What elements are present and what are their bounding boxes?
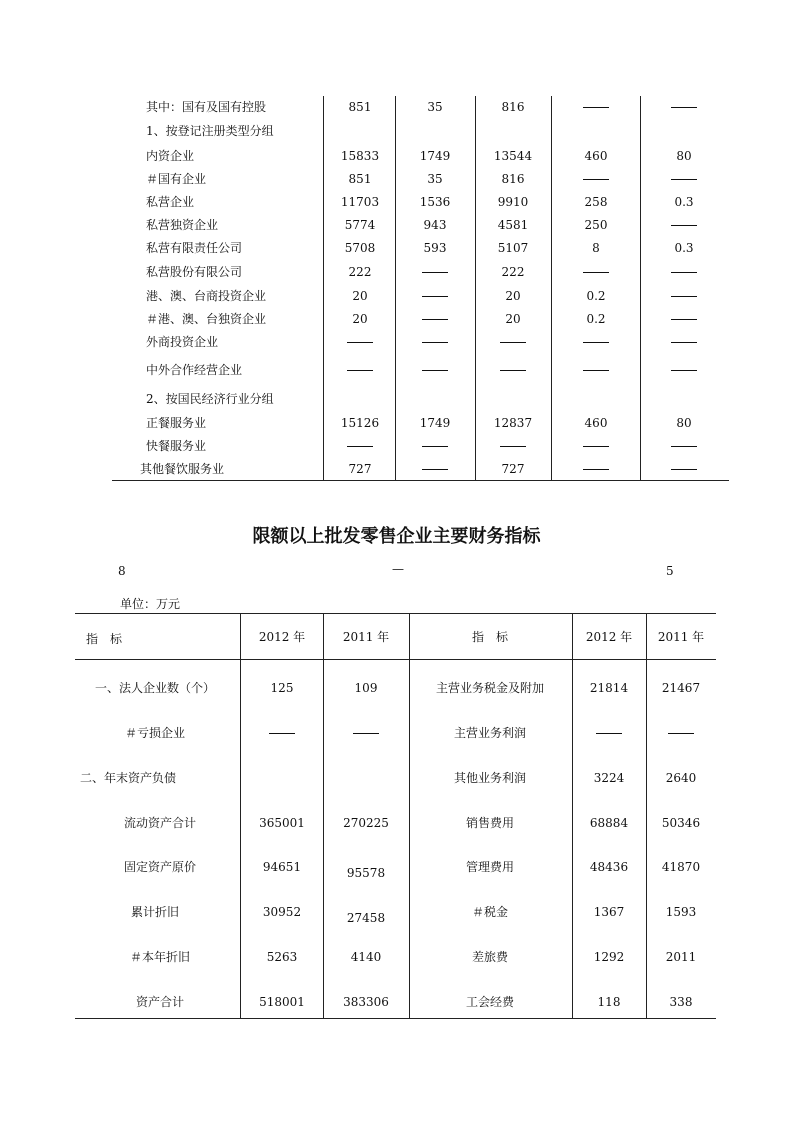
table1-cell: 0.2: [586, 289, 606, 303]
table1-row-label: 中外合作经营企业: [146, 363, 243, 377]
table2-cell: 1367: [593, 905, 625, 919]
table1-empty-dash: [583, 179, 609, 180]
table2-cell: 1593: [665, 905, 697, 919]
table1-empty-dash: [500, 446, 526, 447]
table1-cell: 35: [427, 172, 443, 186]
table2-cell: 109: [354, 681, 378, 695]
table2-row-label-left: ＃亏损企业: [124, 726, 185, 740]
table1-empty-dash: [583, 342, 609, 343]
table1-cell: 15833: [340, 149, 380, 163]
table2-header-2012-left: 2012 年: [258, 630, 306, 644]
table2-row-label-left: 一、法人企业数（个）: [94, 681, 215, 695]
table1-cell: 727: [501, 462, 525, 476]
table2-row-label-left: ＃本年折旧: [129, 950, 190, 964]
table1-row-label: 快餐服务业: [146, 439, 207, 453]
page-mark-left: 8: [118, 564, 126, 578]
table1-cell: 0.2: [586, 312, 606, 326]
table2-row-label-left: 二、年末资产负债: [79, 771, 176, 785]
table2-row-label-right: 主营业务税金及附加: [435, 681, 544, 695]
table2-header-2011-right: 2011 年: [657, 630, 705, 644]
table2-row-label-left: 资产合计: [135, 995, 184, 1009]
table2-row-label-right: 差旅费: [471, 950, 508, 964]
table1-row-label: 其他餐饮服务业: [140, 462, 225, 476]
table1-empty-dash: [422, 296, 448, 297]
table1-row-label: 其中：国有及国有控股: [146, 100, 267, 114]
table1-row-label: 2、按国民经济行业分组: [146, 392, 274, 406]
table2-empty-dash: [353, 733, 379, 734]
table1-vline-3: [475, 96, 476, 480]
table1-row-label: ＃港、澳、台独资企业: [146, 312, 267, 326]
table1-empty-dash: [422, 272, 448, 273]
table1-cell: 1749: [419, 416, 451, 430]
table1-cell: 943: [423, 218, 447, 232]
table1-vline-1: [323, 96, 324, 480]
table2-cell: 48436: [589, 860, 629, 874]
table1-cell: 0.3: [674, 195, 694, 209]
table2-cell: 50346: [661, 816, 701, 830]
table1-row-label: 正餐服务业: [146, 416, 207, 430]
table1-empty-dash: [671, 179, 697, 180]
table2-empty-dash: [269, 733, 295, 734]
table2-row-label-right: ＃税金: [471, 905, 508, 919]
table1-empty-dash: [422, 319, 448, 320]
table1-empty-dash: [671, 342, 697, 343]
page-mark-middle: —: [392, 562, 404, 576]
table1-empty-dash: [422, 469, 448, 470]
table2-empty-dash: [596, 733, 622, 734]
table1-empty-dash: [583, 272, 609, 273]
table2-header-indicator-left: 指 标: [86, 632, 123, 646]
table1-bottom-rule: [112, 480, 729, 481]
table1-cell: 1536: [419, 195, 451, 209]
table1-cell: 5774: [344, 218, 376, 232]
table1-cell: 851: [348, 172, 372, 186]
table1-empty-dash: [347, 370, 373, 371]
table2-cell: 118: [597, 995, 621, 1009]
table2-cell: 21814: [589, 681, 629, 695]
table1-cell: 851: [348, 100, 372, 114]
table2-cell: 21467: [661, 681, 701, 695]
table2-cell: 1292: [593, 950, 625, 964]
table2-row-label-right: 主营业务利润: [453, 726, 526, 740]
table1-cell: 12837: [493, 416, 533, 430]
table1-empty-dash: [671, 296, 697, 297]
table1-empty-dash: [671, 107, 697, 108]
table1-cell: 727: [348, 462, 372, 476]
table2-header-rule: [75, 659, 716, 660]
table1-cell: 258: [584, 195, 608, 209]
table1-empty-dash: [583, 446, 609, 447]
table2-header-2011-left: 2011 年: [342, 630, 390, 644]
table2-cell: 338: [669, 995, 693, 1009]
table2-row-label-right: 其他业务利润: [453, 771, 526, 785]
table1-empty-dash: [671, 370, 697, 371]
table1-cell: 15126: [340, 416, 380, 430]
table1-row-label: 私营股份有限公司: [146, 265, 243, 279]
table1-cell: 11703: [340, 195, 380, 209]
table2-cell: 3224: [593, 771, 625, 785]
table2-header-2012-right: 2012 年: [585, 630, 633, 644]
table1-empty-dash: [347, 342, 373, 343]
table1-cell: 0.3: [674, 241, 694, 255]
table1-cell: 593: [423, 241, 447, 255]
table1-empty-dash: [671, 469, 697, 470]
table1-empty-dash: [583, 469, 609, 470]
table1-row-label: 内资企业: [146, 149, 195, 163]
table1-cell: 460: [584, 149, 608, 163]
table1-cell: 222: [348, 265, 372, 279]
table2-row-label-right: 销售费用: [465, 816, 514, 830]
table1-cell: 5107: [497, 241, 529, 255]
table2-cell: 383306: [343, 995, 389, 1009]
table1-cell: 250: [584, 218, 608, 232]
table1-empty-dash: [422, 370, 448, 371]
table1-vline-4: [551, 96, 552, 480]
table2-row-label-left: 累计折旧: [130, 905, 179, 919]
table1-empty-dash: [347, 446, 373, 447]
page-mark-right: 5: [666, 564, 674, 578]
table1-empty-dash: [422, 446, 448, 447]
table2-cell: 125: [270, 681, 294, 695]
table1-empty-dash: [583, 107, 609, 108]
table1-empty-dash: [671, 225, 697, 226]
table1-empty-dash: [671, 319, 697, 320]
table2-cell: 68884: [589, 816, 629, 830]
table1-empty-dash: [671, 272, 697, 273]
table2-row-label-left: 固定资产原价: [123, 860, 196, 874]
table1-row-label: 1、按登记注册类型分组: [146, 124, 274, 138]
table2-cell: 4140: [350, 950, 382, 964]
table1-row-label: 私营有限责任公司: [146, 241, 243, 255]
table1-cell: 460: [584, 416, 608, 430]
table1-cell: 1749: [419, 149, 451, 163]
table1-cell: 8: [592, 241, 600, 255]
table1-row-label: 外商投资企业: [146, 335, 219, 349]
table2-row-label-right: 管理费用: [465, 860, 514, 874]
table1-row-label: ＃国有企业: [146, 172, 207, 186]
table2-cell: 30952: [262, 905, 302, 919]
unit-label: 单位：万元: [120, 597, 181, 611]
table1-row-label: 私营独资企业: [146, 218, 219, 232]
table1-cell: 20: [505, 312, 521, 326]
table2-cell: 365001: [259, 816, 305, 830]
table1-empty-dash: [583, 370, 609, 371]
table2-cell: 270225: [343, 816, 389, 830]
page-title: 限额以上批发零售企业主要财务指标: [252, 526, 541, 547]
table1-cell: 4581: [497, 218, 529, 232]
table2-row-label-left: 流动资产合计: [123, 816, 196, 830]
table2-cell: 94651: [262, 860, 302, 874]
table1-cell: 5708: [344, 241, 376, 255]
table1-cell: 816: [501, 172, 525, 186]
table1-cell: 13544: [493, 149, 533, 163]
table2-cell: 95578: [346, 866, 386, 880]
table2-header-indicator-right: 指 标: [471, 630, 508, 644]
table1-empty-dash: [500, 342, 526, 343]
table1-cell: 80: [676, 149, 692, 163]
table1-cell: 20: [352, 312, 368, 326]
table2-cell: 2011: [665, 950, 697, 964]
table1-vline-2: [395, 96, 396, 480]
table1-cell: 35: [427, 100, 443, 114]
table1-cell: 816: [501, 100, 525, 114]
table1-row-label: 港、澳、台商投资企业: [146, 289, 267, 303]
table2-row-label-right: 工会经费: [465, 995, 514, 1009]
table1-empty-dash: [500, 370, 526, 371]
table1-cell: 9910: [497, 195, 529, 209]
table2-cell: 41870: [661, 860, 701, 874]
table1-vline-5: [640, 96, 641, 480]
table2-bottom-rule: [75, 1018, 716, 1019]
table2-cell: 27458: [346, 911, 386, 925]
table2-cell: 518001: [259, 995, 305, 1009]
table2-cell: 2640: [665, 771, 697, 785]
table1-cell: 20: [505, 289, 521, 303]
table1-cell: 80: [676, 416, 692, 430]
table2-top-rule: [75, 613, 716, 614]
table1-row-label: 私营企业: [146, 195, 195, 209]
table1-empty-dash: [671, 446, 697, 447]
table1-cell: 222: [501, 265, 525, 279]
table2-cell: 5263: [266, 950, 298, 964]
table1-empty-dash: [422, 342, 448, 343]
table1-cell: 20: [352, 289, 368, 303]
table2-empty-dash: [668, 733, 694, 734]
